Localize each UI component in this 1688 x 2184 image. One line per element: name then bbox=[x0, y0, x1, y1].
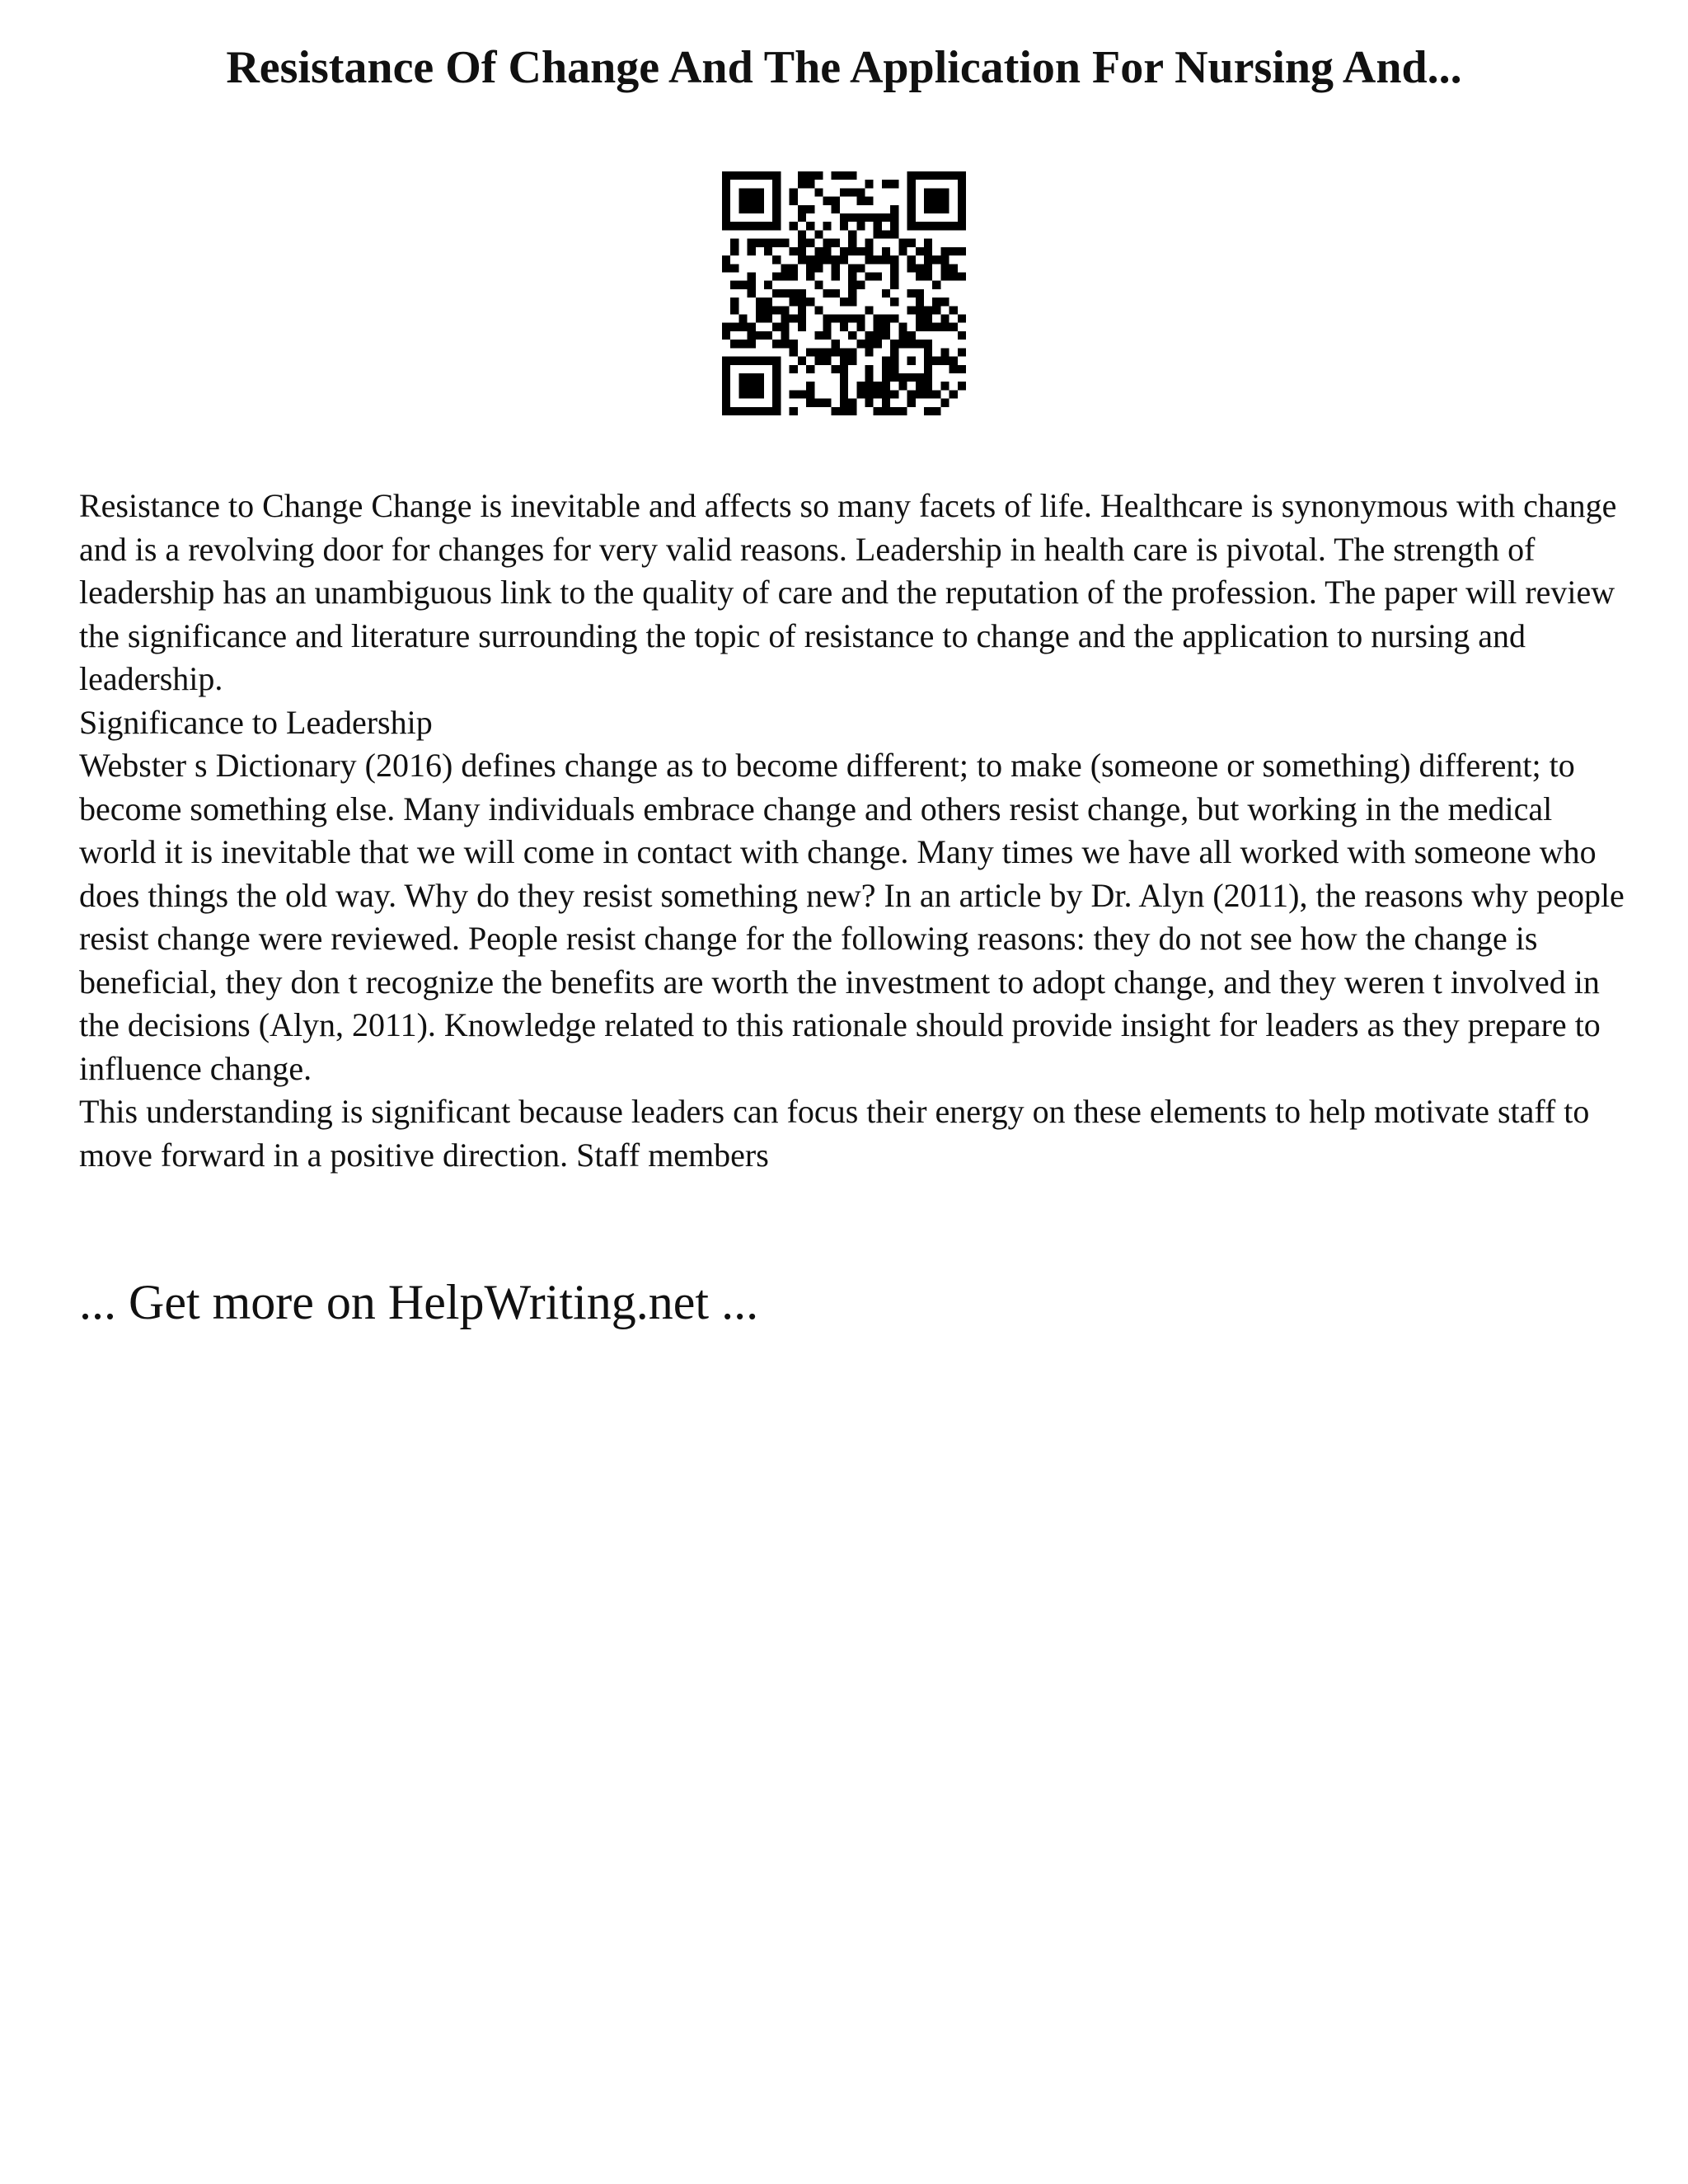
document-title: Resistance Of Change And The Application For Nursing And... bbox=[226, 42, 1462, 93]
paragraph-intro: Resistance to Change Change is inevitable and affects so many facets of life. Healthcare is synonymous with change and is a revolving door for changes for very valid reasons. Leadership in health care is pivotal. The strength of leadership has an unambiguous link to the quality of care and the reputation of the profession. The paper will review the significance and literature surrounding the topic of resistance to change and the application to nursing and leadership. bbox=[79, 487, 1617, 697]
section-heading-significance: Significance to Leadership bbox=[79, 703, 433, 741]
paragraph-understanding: This understanding is significant because leaders can focus their energy on these elements to help motivate staff to move forward in a positive direction. Staff members bbox=[79, 1093, 1590, 1174]
get-more-link[interactable]: ... Get more on HelpWriting.net ... bbox=[79, 1275, 759, 1329]
document-body bbox=[79, 485, 1629, 1177]
paragraph-definition: Webster s Dictionary (2016) defines change as to become different; to make (someone or something) different; to become something else. Many individuals embrace change and others resist change, but working in the medical world it is inevitable that we will come in contact with change. Many times we have all worked with someone who does things the old way. Why do they resist something new? In an article by Dr. Alyn (2011), the reasons why people resist change were reviewed. People resist change for the following reasons: they do not see how the change is beneficial, they don t recognize the benefits are worth the investment to adopt change, and they weren t involved in the decisions (Alyn, 2011). Knowledge related to this rationale should provide insight for leaders as they prepare to influence change. bbox=[79, 747, 1625, 1087]
qr-code-icon bbox=[722, 171, 966, 415]
